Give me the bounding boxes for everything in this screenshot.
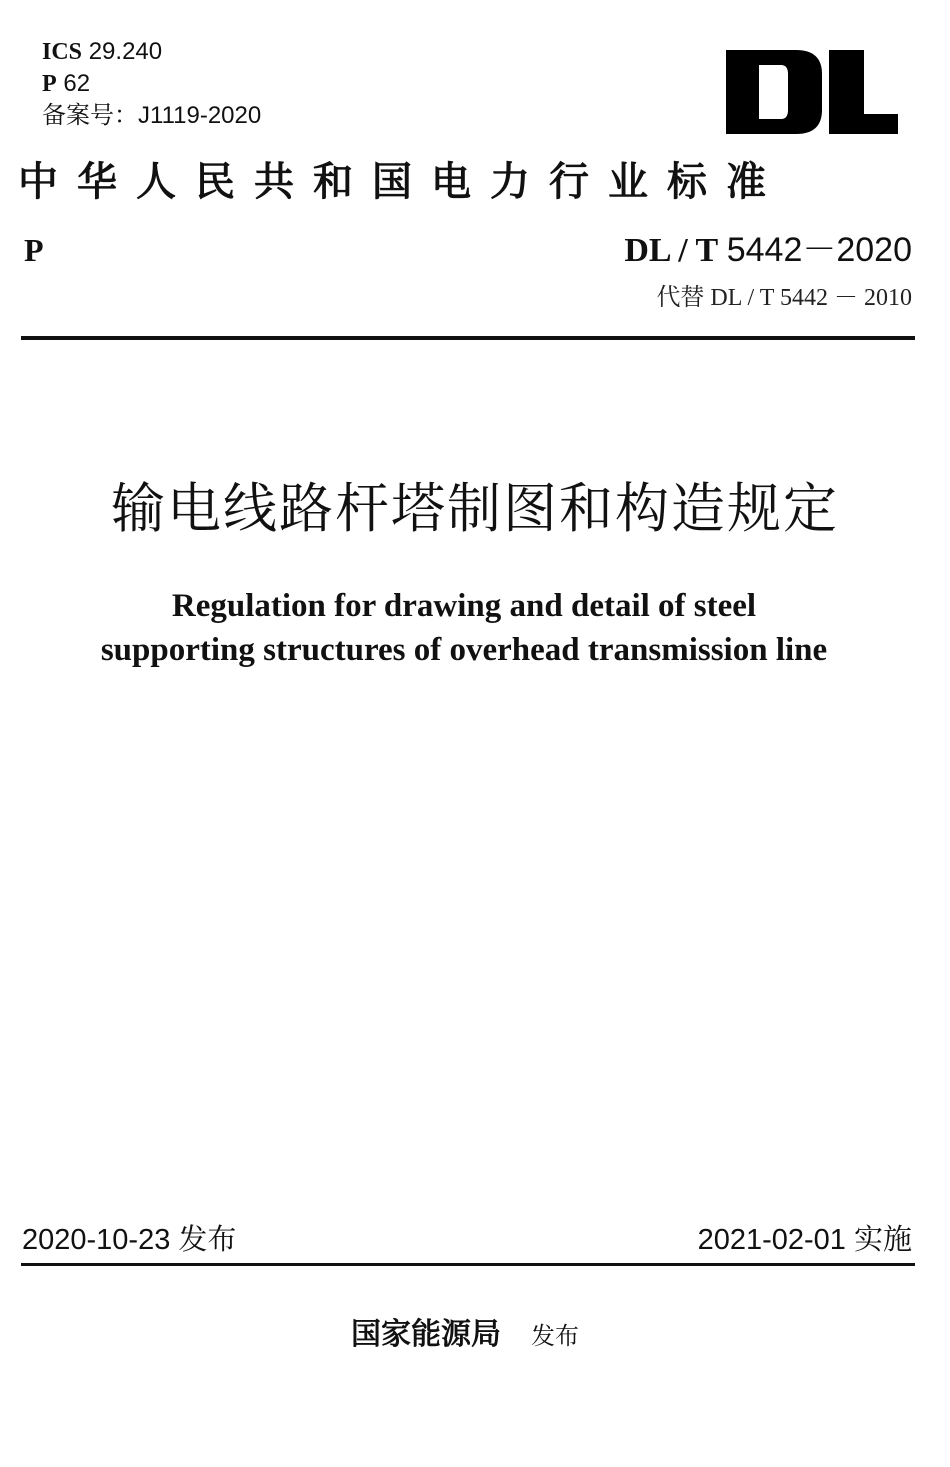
filing-number: 备案号：J1119-2020 xyxy=(42,102,262,129)
dl-logo-icon xyxy=(726,50,898,134)
replaces-standard: 代替 DL / T 5442 － 2010 xyxy=(656,285,912,311)
ics-code: ICS 29.240 xyxy=(42,38,163,65)
title-english-line2: supporting structures of overhead transmission line xyxy=(100,632,828,668)
classification-letter: P xyxy=(24,232,44,268)
issue-date: 2020-10-23 发布 xyxy=(22,1224,237,1256)
ministry-title: 中华人民共和国电力行业标准 xyxy=(18,158,785,205)
issuer-line xyxy=(0,1315,930,1356)
metadata-block xyxy=(42,36,261,132)
title-english xyxy=(0,584,928,672)
title-english-line1: Regulation for drawing and detail of steel xyxy=(171,588,757,624)
bottom-divider xyxy=(21,1263,915,1266)
issuer-organization: 国家能源局 xyxy=(351,1317,501,1352)
top-divider xyxy=(21,336,915,340)
implementation-date: 2021-02-01 实施 xyxy=(697,1224,912,1256)
issuer-action: 发布 xyxy=(531,1322,579,1350)
standard-number: DL / T 5442－2020 xyxy=(624,231,912,269)
title-chinese: 输电线路杆塔制图和构造规定 xyxy=(111,477,839,540)
dl-logo xyxy=(726,50,898,134)
ccs-code: P 62 xyxy=(42,70,91,97)
